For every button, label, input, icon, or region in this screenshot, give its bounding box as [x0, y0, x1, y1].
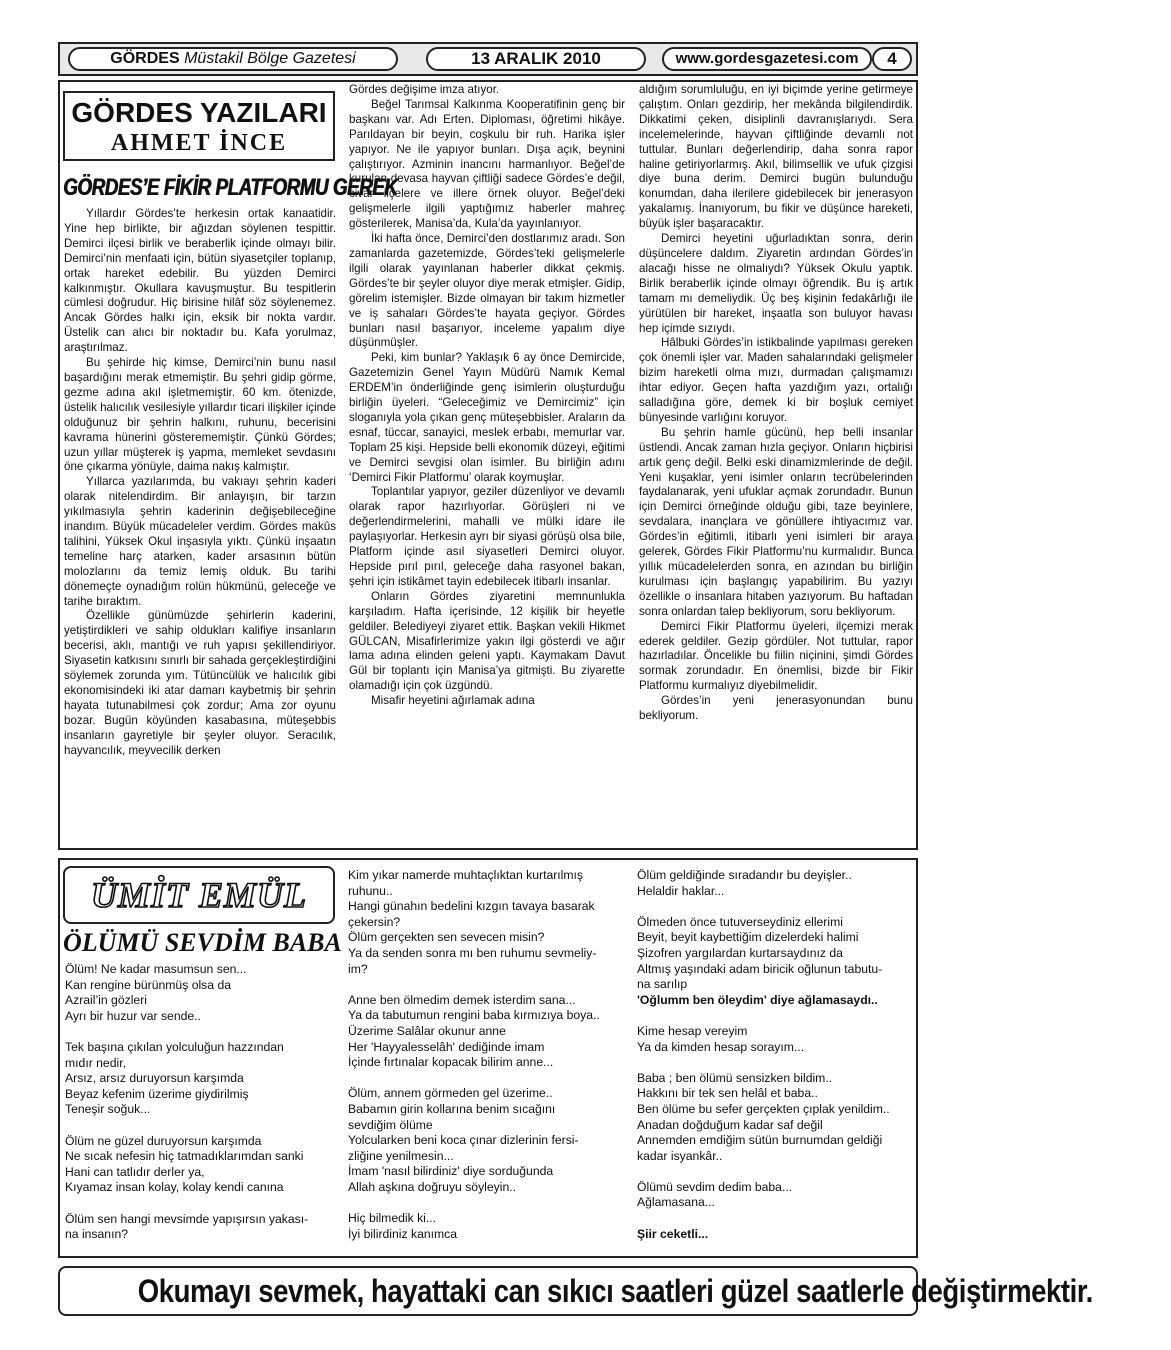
- poem-line: Ağlamasana...: [637, 1195, 715, 1210]
- stanza-gap: [65, 1118, 337, 1134]
- poem-line: Baba ; ben ölümü sensizken bildim..: [637, 1070, 833, 1085]
- website-link[interactable]: www.gordesgazetesi.com: [662, 47, 872, 71]
- paragraph: Demirci Fikir Platformu üyeleri, ilçemizi merak ederek geldiler. Gezip gördüler. Not tuttular, rapor hazırladılar. Öncelikle bu fiilin niçinini, şimdi Gördes sormak zorundadır. En önemlisi, bizde bir Fikir Platformu kurmalıyız diyebilmelidir.: [639, 619, 913, 693]
- paragraph: Toplantılar yapıyor, geziler düzenliyor ve devamlı olarak rapor hazırlıyorlar. Görüşleri ni ve değerlendirmelerini, mahalli ve mülki idare ile paylaşıyorlar. Herkesin ayrı bir siyasi görüşü olsa bile, Platform içinde asıl siyasetleri Demirci oluyor. Hepside pırıl pırıl, geleceğe daha rasyonel bakan, şehri için istikâmet tayin edebilecek itibarlı insanlar.: [349, 485, 625, 588]
- article-column-1: [64, 207, 336, 847]
- poem-line: Ölümü sevdim dedim baba...: [637, 1179, 793, 1194]
- article-headline: GÖRDES’E FİKİR PLATFORMU GEREK: [63, 174, 398, 201]
- poem-line: Üzerime Salâlar okunur anne: [348, 1023, 506, 1038]
- poem-line: Ayrı bir huzur var sende..: [65, 1008, 201, 1023]
- poem-line: Ya da senden sonra mı ben ruhumu sevmeliy-: [348, 945, 597, 960]
- paragraph: Bu şehirde hiç kimse, Demirci’nin bunu nasıl başardığını merak etmemiştir. Bu şehri gidip görme, gezme adına akıl işletmemiştir. 60 km. ötenizde, üstelik halıcılık vesilesiyle yıllardır ticari ilişkiler içinde olduğunuz bir şehrin halkını, ruhunu, becerisini kavrama hünerini gösterememiştir. Çünkü Gördes; uzun yıllar müşterek iş yapma, memleket sevdasını öne çıkarma yönüyle, daima nakış kalmıştır.: [64, 356, 336, 474]
- quote-banner: [58, 1266, 1093, 1316]
- poem-line: Tek başına çıkılan yolculuğun hazzından: [65, 1039, 284, 1054]
- poem-line: Teneşir soğuk...: [65, 1102, 151, 1117]
- poem-line: çekersin?: [348, 914, 401, 929]
- column-title: GÖRDES YAZILARI: [71, 97, 327, 128]
- paragraph: Peki, kim bunlar? Yaklaşık 6 ay önce Demircide, Gazetemizin Genel Yayın Müdürü Namık Kemal ERDEM’in önderliğinde genç isimlerin oluşturduğu birliğin üyeleri. “Geleceğimiz ve Demircimiz” için sloganıyla yola çıkan genç müteşebbisler. Araların da esnaf, tüccar, sanayici, meslek erbabı, memurlar var. Toplam 25 kişi. Hepside belli ekonomik düzeyi, eğitimi ve Demirci sevgisi olan isimler. Bu birliğin adını ‘Demirci Fikir Platformu’ olarak koymuşlar.: [349, 351, 625, 484]
- paper-subtitle: Müstakil Bölge Gazetesi: [184, 50, 356, 67]
- paragraph: aldığım sorumluluğu, en iyi biçimde yerine getirmeye çalıştım. Onları gezdirip, her mekânda bilgilendirdik. Dikkatimi çeken, disiplinli davranışlarıydı. Sera incelemelerinde, hayvan çiftliğinde devamlı not tuttular. Bunları değerlendirip, daha sonra rapor haline getiriyorlarmış. Akıl, bilimsellik ve ufuk çizgisi diye buna derim. Demirci bugün bulunduğu konumdan, daha ilerilere gidebilecek bir jenerasyon yakalamış. İnanıyorum, bu fikir ve düşünce hareketi, büyük işler başaracaktır.: [639, 83, 913, 231]
- column-author: AHMET İNCE: [110, 130, 288, 156]
- poem-line: Hani can tatlıdır derler ya,: [65, 1164, 205, 1179]
- poem-line: Kan rengine bürünmüş olsa da: [65, 977, 231, 992]
- stanza-gap: [637, 1055, 913, 1071]
- poem-column-1: [65, 962, 337, 1252]
- poem-line: İyi bilirdiniz kanımca: [348, 1226, 458, 1241]
- paragraph: Özellikle günümüzde şehirlerin kaderini, yetiştirdikleri ve sahip oldukları kalifiye insanların becerisi, aklı, mantığı ve ruh yapısı şekillendiriyor. Siyasetin katkısını sınırlı bir sahada gerçekleştirdiğini söylemek zorunda yım. Tütüncülük ve halıcılık gibi ekonomisindeki iki atar damarı kaybetmiş bir şehrin hayata tutunabilmesi çok zordur; Ama zor oyunu bozar. Bugün köyünden kasabasına, müteşebbis insanların gayretiyle bir şeyler oluyor. Seracılık, hayvancılık, meyvecilik derken: [64, 609, 336, 757]
- poem-column-3: [637, 868, 913, 1254]
- poem-line: 'Oğlumm ben öleydim' diye ağlamasaydı..: [637, 992, 878, 1007]
- stanza-gap: [348, 1195, 624, 1211]
- paragraph: Yıllarca yazılarımda, bu vakıayı şehrin kaderi olarak nitelendirdim. Bir anlayışın, bir tarzın yıkılmasıyla şehrin kaderinin değişebileceğine inandım. Büyük mücadeleler verdim. Gördes makûs talihini, Yüksek Okul inşasıyla yıktı. Çünkü inşaatın temeline harç atarken, kader arsasının bütün molozlarını da temiz lemiş olduk. Bu tarihi dönemeçte oynadığım rolün hükmünü, geleceğe ve tarihe bıraktım.: [64, 475, 336, 608]
- poem-line: Hangi günahın bedelini kızgın tavaya basarak: [348, 899, 595, 914]
- paragraph: İki hafta önce, Demirci’den dostlarımız aradı. Son zamanlarda gazetemizde, Gördes’teki gelişmelerle ilgili olarak yayınlanan haberler dikkat çekmiş. Gördes’te bir şeyler oluyor diye merak etmişler. Gidip, görelim istemişler. Bizde olmayan bir takım hizmetler ve iş sahaları Gördes’te hayata geçiyor. Gördes bunları nasıl başarıyor, inceleme yapalım diye düşünmüşler.: [349, 232, 625, 350]
- paragraph: Yıllardır Gördes’te herkesin ortak kanaatidir. Yine hep birlikte, bir ağızdan söylenen tespittir. Demirci ilçesi birlik ve beraberlik içinde olmayı bilir. Demirci’nin menfaati için, bütün siyasetçiler toplanıp, ortak hareket edebilir. Bu yüzden Demirci kalkınmıştır. Okullara kavuşmuştur. Bu tespitlerin cümlesi doğrudur. Hiç birisine hilâf söz söylenemez. Ancak Gördes halkı için, eksik bir nokta vardır. Üstelik can alıcı bir noktadır bu. Kafa yorulmaz, araştırılmaz.: [64, 207, 336, 355]
- stanza-gap: [348, 1071, 624, 1087]
- poem-line: Ben ölüme bu sefer gerçekten çıplak yenildim..: [637, 1101, 890, 1116]
- poem-line: kadar isyankâr..: [637, 1148, 723, 1163]
- stanza-gap: [65, 1024, 337, 1040]
- poem-line: Arsız, arsız duruyorsun karşımda: [65, 1071, 244, 1086]
- poem-line: Şizofren yargılardan kurtarsaydınız da: [637, 945, 843, 960]
- poem-line: na insanın?: [65, 1227, 129, 1242]
- poem-line: Kim yıkar namerde muhtaçlıktan kurtarılmış: [348, 868, 584, 882]
- poem-line: Hiç bilmedik ki...: [348, 1211, 437, 1226]
- poet-name: ÜMİT EMÜL: [90, 875, 308, 915]
- stanza-gap: [637, 899, 913, 915]
- poem-line: Ne sıcak nefesin hiç tatmadıklarımdan sanki: [65, 1149, 304, 1164]
- poem-column-2: [348, 868, 624, 1254]
- paragraph: Gördes değişime imza atıyor.: [349, 83, 500, 96]
- poem-line: Ölüm! Ne kadar masumsun sen...: [65, 962, 247, 976]
- stanza-gap: [65, 1196, 337, 1212]
- paragraph: Gördes’in yeni jenerasyonundan bunu bekliyorum.: [639, 694, 913, 723]
- poem-line: Yolcularken beni koca çınar dizlerinin fersi-: [348, 1133, 579, 1148]
- poem-line: Beyit, beyit kaybettiğim dizelerdeki halimi: [637, 930, 859, 945]
- paragraph: Bu şehrin hamle gücünü, hep belli insanlar üstlendi. Ancak zaman hızla geçiyor. Onların hiçbirisi artık genç değil. Belki eski dinamizmlerinde de değil. Yeni kuşaklar, yeni isimler onların tecrübelerinden faydalanarak, yeni ufuklar açmak zorundadır. Bunun için Demirci örneğinde olduğu gibi, taze beyinlere, sevdalara, inançlara ve gönüllere ihtiyacımız var. Gördes’in eğitimli, itibarlı yeni isimleri bir araya gelerek, Gördes Fikir Platformu’nu kurmalıdır. Bunca yıllık mücadelelerden sonra, en azından bu birliğin kurulması için başlangıç yapabilirim. Bu yazıyı özellikle o insanlara hitaben yazıyorum. Bu haftadan sonra onlardan talep bekliyorum, soru bekliyorum.: [639, 425, 913, 618]
- quote-text: Okumayı sevmek, hayattaki can sıkıcı saatleri güzel saatlerle değiştirmektir.: [137, 1273, 1093, 1309]
- poem-line: Ölmeden önce tutuverseydiniz ellerimi: [637, 914, 843, 929]
- poem-title: ÖLÜMÜ SEVDİM BABA: [63, 928, 342, 957]
- stanza-gap: [348, 977, 624, 993]
- stanza-gap: [637, 1164, 913, 1180]
- paper-name: GÖRDES: [110, 50, 180, 67]
- poem-line: Ya da tabutumun rengini baba kırmızıya boya..: [348, 1008, 600, 1023]
- paragraph: Demirci heyetini uğurladıktan sonra, derin düşüncelere daldım. Ziyaretin ardından Gördes’in alacağı hisse ne olmalıydı? Yüksek Okulu yaptık. Birlik beraberlik içinde olmayı öğrendik. Bu iş artık tamam mı demeliydik. Üç beş kişinin fedakârlığı ile yürütülen bir hareket, inşaatla son buluyor havası hep içimde sızıydı.: [639, 232, 913, 335]
- poem-line: zliğine yenilmesin...: [348, 1148, 454, 1163]
- poem-line: ruhunu..: [348, 883, 393, 898]
- poem-line: Ya da kimden hesap sorayım...: [637, 1039, 805, 1054]
- poem-line: sevdiğim ölüme: [348, 1117, 433, 1132]
- poem-line: Hakkını bir tek sen helâl et baba..: [637, 1086, 818, 1101]
- poem-line: im?: [348, 961, 368, 976]
- paragraph: Misafir heyetini ağırlamak adına: [371, 694, 535, 708]
- poem-line: Ölüm sen hangi mevsimde yapışırsın yakası-: [65, 1211, 309, 1226]
- article-column-3: [639, 83, 913, 847]
- poem-line: Ölüm gerçekten sen sevecen misin?: [348, 930, 545, 945]
- poem-line: na sarılıp: [637, 977, 688, 992]
- page-number: 4: [872, 47, 912, 71]
- poem-line: mıdır nedir,: [65, 1055, 126, 1070]
- poem-line: Annemden emdiğim sütün burnumdan geldiği: [637, 1133, 883, 1148]
- paragraph: Onların Gördes ziyaretini memnunlukla karşıladım. Hafta içerisinde, 12 kişilik bir heyetle geldiler. Belediyeyi ziyaret ettik. Başkan vekili Hikmet GÜLCAN, Misafirlerimize yakın ilgi gösterdi ve ağır lama adına elinden geleni yaptı. Kaymakam Davut Gül bir toplantı için Manisa’ya gitmişti. Bu ziyarette olamadığı için çok üzgündü.: [349, 589, 625, 693]
- poem-line: Azrail’in gözleri: [65, 993, 147, 1008]
- issue-date: 13 ARALIK 2010: [426, 47, 646, 71]
- stanza-gap: [637, 1211, 913, 1227]
- poem-line: Her 'Hayyalesselâh' dediğinde imam: [348, 1039, 545, 1054]
- poem-line: Anne ben ölmedim demek isterdim sana...: [348, 992, 576, 1007]
- paper-name-pill: [68, 47, 398, 71]
- poem-line: Babamın girin kollarına benim sıcağını: [348, 1101, 556, 1116]
- poem-line: İçinde fırtınalar kopacak bilirim anne...: [348, 1055, 554, 1070]
- poem-line: Helaldir haklar...: [637, 883, 725, 898]
- poem-line: Ölüm, annem görmeden gel üzerime..: [348, 1086, 553, 1101]
- poet-name-box: [63, 866, 335, 924]
- stanza-gap: [637, 1008, 913, 1024]
- column-title-box: [63, 91, 335, 161]
- poem-line: İmam 'nasıl bilirdiniz' diye sorduğunda: [348, 1164, 554, 1179]
- paragraph: Hâlbuki Gördes’in istikbalinde yapılması gereken çok önemli işler var. Maden sahalarındaki gelişmeler bizim hareketli olma mızı, durmadan çalışmamızı ihtar ediyor. Geçen hafta yazdığım yazı, ortalığı salladığına göre, demek ki bir boşluk cemiyet bünyesinde varlığını koruyor.: [639, 336, 913, 424]
- poem-line: Kime hesap vereyim: [637, 1023, 748, 1038]
- poem-line: Kıyamaz insan kolay, kolay kendi canına: [65, 1180, 284, 1195]
- page-header: [58, 42, 918, 76]
- poem-line: Anadan doğduğum kadar saf değil: [637, 1117, 823, 1132]
- article-column-2: [349, 83, 625, 847]
- paragraph: Beğel Tarımsal Kalkınma Kooperatifinin genç bir başkanı var. Adı Erten. Diploması, öğretimi hikâye. Parıldayan bir beyin, coşkulu bir ruh. Harika işler yapıyor. Ne ile yapıyor bunları. Dışa açık, beynini çalıştırıyor. Azminin inancını harmanlıyor. Beğel’de kurulan devasa hayvan çiftliği sadece Gördes’e değil, civar ilçelere ve illere örnek oluyor. Beğel’deki gelişmelerle ilgili yaptığımız haberler mahreç gösterilerek, Manisa’da, Kula’da yayınlanıyor.: [349, 97, 625, 231]
- poem-line: Allah aşkına doğruyu söyleyin..: [348, 1179, 517, 1194]
- poem-line: Altmış yaşındaki adam biricik oğlunun tabutu-: [637, 961, 883, 976]
- poem-line: Ölüm geldiğinde sıradandır bu deyişler..: [637, 868, 852, 882]
- poem-line: Beyaz kefenim üzerime giydirilmiş: [65, 1086, 249, 1101]
- poem-line: Ölüm ne güzel duruyorsun karşımda: [65, 1133, 262, 1148]
- poem-line: Şiir ceketli...: [637, 1226, 709, 1241]
